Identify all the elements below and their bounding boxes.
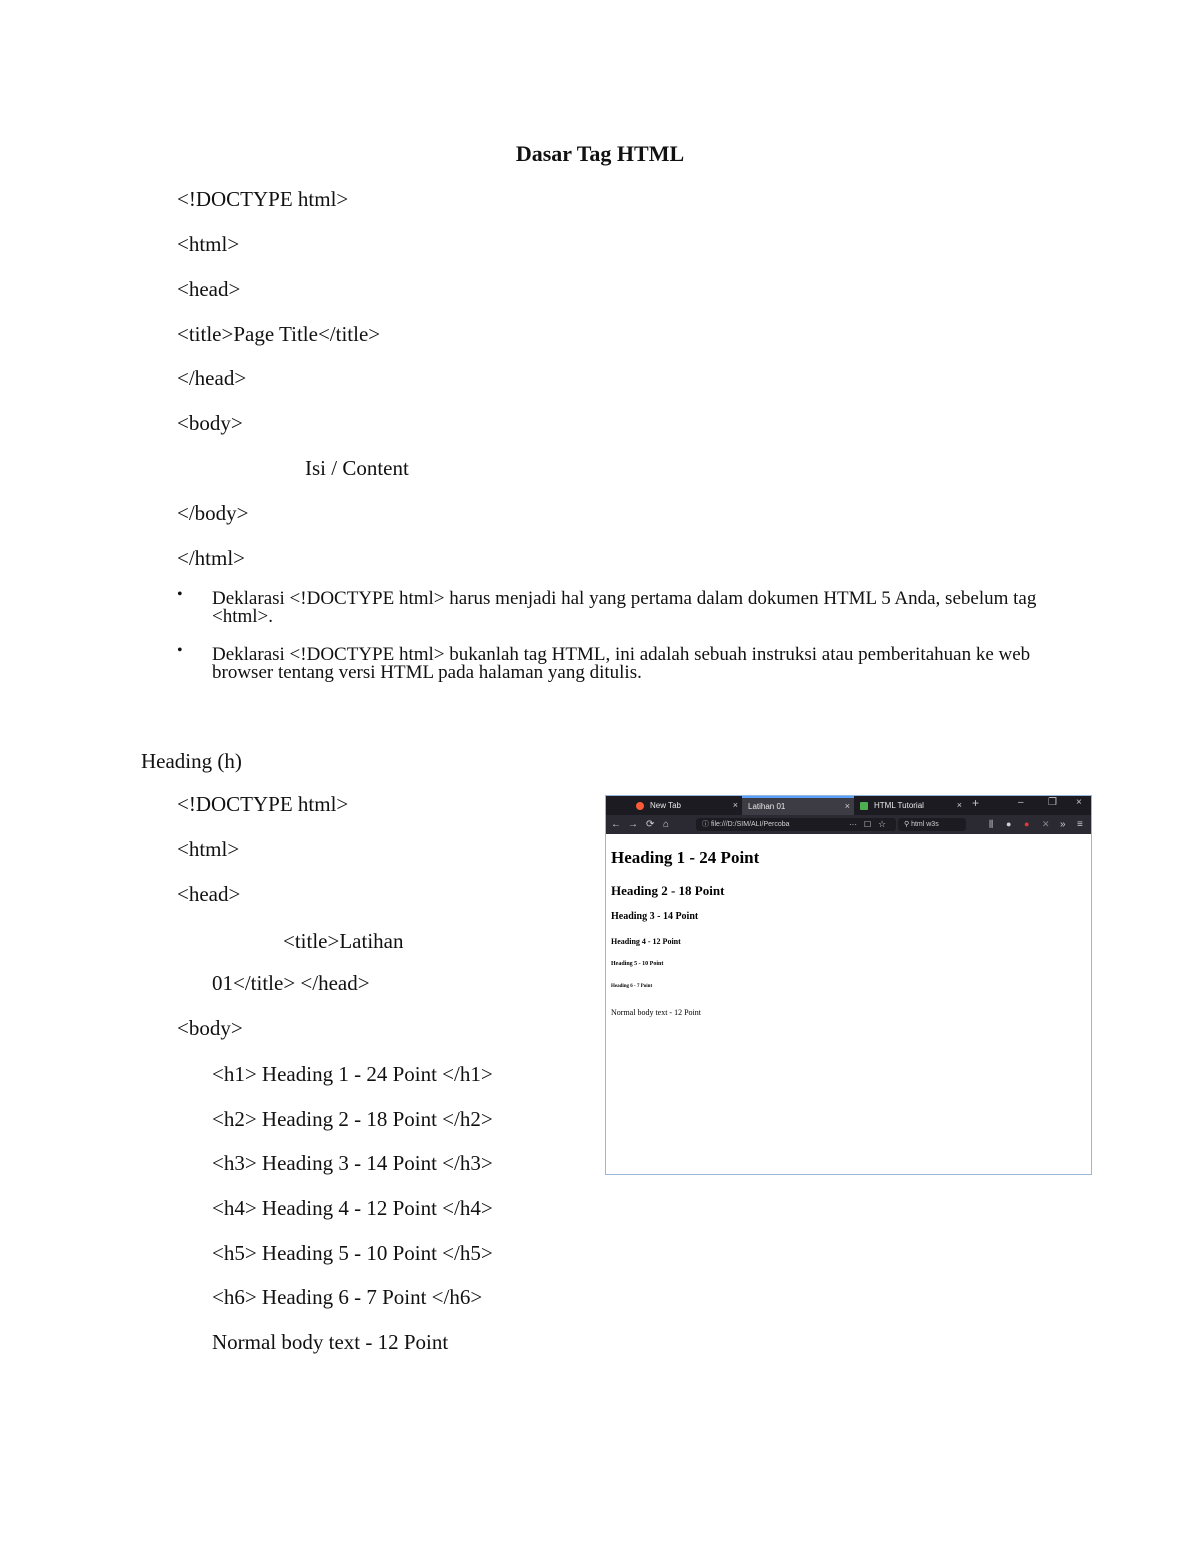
info-icon: ⓘ xyxy=(702,821,711,828)
tab-latihan-01[interactable] xyxy=(742,796,854,815)
code-line: </head> xyxy=(177,366,247,390)
code-line: <!DOCTYPE html> xyxy=(177,187,349,211)
code-line: </body> xyxy=(177,501,249,525)
code-line: <!DOCTYPE html> xyxy=(177,792,349,816)
nav-bar xyxy=(606,815,1091,834)
code-line: 01</title> </head> xyxy=(212,971,370,995)
tab-label: HTML Tutorial xyxy=(874,801,924,810)
minimize-button[interactable]: – xyxy=(1018,797,1024,808)
code-line: <h3> Heading 3 - 14 Point </h3> xyxy=(212,1151,493,1175)
close-icon[interactable]: × xyxy=(844,801,850,811)
url-text: file:///D:/SIM/ALI/Percoba xyxy=(710,821,790,828)
tab-new-tab[interactable] xyxy=(630,798,742,813)
section-heading: Heading (h) xyxy=(141,749,242,773)
code-line: <body> xyxy=(177,411,243,435)
bookmark-star-icon[interactable]: ☆ xyxy=(878,819,887,829)
code-line: <body> xyxy=(177,1016,243,1040)
code-line: </html> xyxy=(177,546,246,570)
menu-icon[interactable]: ≡ xyxy=(1077,819,1083,830)
tab-label: Latihan 01 xyxy=(748,802,786,811)
extension-icon[interactable]: ✕ xyxy=(1042,819,1050,829)
code-line: <title>Latihan xyxy=(283,929,404,953)
reload-button[interactable]: ⟳ xyxy=(646,819,655,830)
code-line: <h2> Heading 2 - 18 Point </h2> xyxy=(212,1107,493,1131)
rendered-h1: Heading 1 - 24 Point xyxy=(611,848,760,867)
code-line: <h6> Heading 6 - 7 Point </h6> xyxy=(212,1285,483,1309)
rendered-h4: Heading 4 - 12 Point xyxy=(611,937,681,946)
rendered-h5: Heading 5 - 10 Point xyxy=(611,961,664,967)
code-line: <head> xyxy=(177,277,241,301)
maximize-button[interactable]: ❐ xyxy=(1048,797,1057,808)
search-placeholder: html w3s xyxy=(911,821,939,828)
bullet-text: Deklarasi <!DOCTYPE html> bukanlah tag HTML, ini adalah sebuah instruksi atau pemberitahuan ke web browser tentang versi HTML pada halaman yang ditulis. xyxy=(212,644,1031,683)
browser-screenshot xyxy=(605,795,1092,1175)
overflow-icon[interactable]: » xyxy=(1060,819,1066,830)
tab-html-tutorial[interactable] xyxy=(854,798,966,813)
forward-button[interactable]: → xyxy=(628,819,638,830)
code-line: Normal body text - 12 Point xyxy=(212,1330,449,1354)
code-line: <h4> Heading 4 - 12 Point </h4> xyxy=(212,1196,493,1220)
code-line: <h1> Heading 1 - 24 Point </h1> xyxy=(212,1062,493,1086)
home-button[interactable]: ⌂ xyxy=(663,819,670,830)
rendered-body-text: Normal body text - 12 Point xyxy=(611,1008,701,1017)
pocket-icon[interactable]: ☐ xyxy=(864,820,872,829)
bullet-marker: • xyxy=(177,642,183,659)
window-close-button[interactable]: × xyxy=(1076,797,1082,808)
addon-icon[interactable]: ● xyxy=(1024,819,1030,829)
more-icon[interactable]: ··· xyxy=(849,820,857,829)
search-icon: ⚲ xyxy=(904,821,912,828)
sync-icon[interactable]: ● xyxy=(1006,819,1012,829)
new-tab-button[interactable]: + xyxy=(972,796,980,810)
firefox-icon xyxy=(636,802,644,810)
code-line: <html> xyxy=(177,232,240,256)
rendered-h2: Heading 2 - 18 Point xyxy=(611,883,725,898)
code-line: <title>Page Title</title> xyxy=(177,322,381,346)
document-title: Dasar Tag HTML xyxy=(515,141,685,166)
rendered-h6: Heading 6 - 7 Point xyxy=(611,984,653,989)
close-icon[interactable]: × xyxy=(732,800,738,810)
back-button[interactable]: ← xyxy=(611,819,621,830)
code-line-content: Isi / Content xyxy=(305,456,409,480)
code-line: <h5> Heading 5 - 10 Point </h5> xyxy=(212,1241,493,1265)
code-line: <html> xyxy=(177,837,240,861)
w3schools-icon xyxy=(860,802,868,810)
tab-bar xyxy=(606,796,1091,815)
close-icon[interactable]: × xyxy=(956,800,962,810)
bullet-marker: • xyxy=(177,586,183,603)
code-line: <head> xyxy=(177,882,241,906)
bullet-text: Deklarasi <!DOCTYPE html> harus menjadi hal yang pertama dalam dokumen HTML 5 Anda, sebelum tag <html>. xyxy=(212,588,1037,627)
search-input[interactable] xyxy=(898,818,966,831)
rendered-h3: Heading 3 - 14 Point xyxy=(611,911,699,922)
library-icon[interactable]: ⫼ xyxy=(989,819,994,829)
tab-label: New Tab xyxy=(650,801,681,810)
